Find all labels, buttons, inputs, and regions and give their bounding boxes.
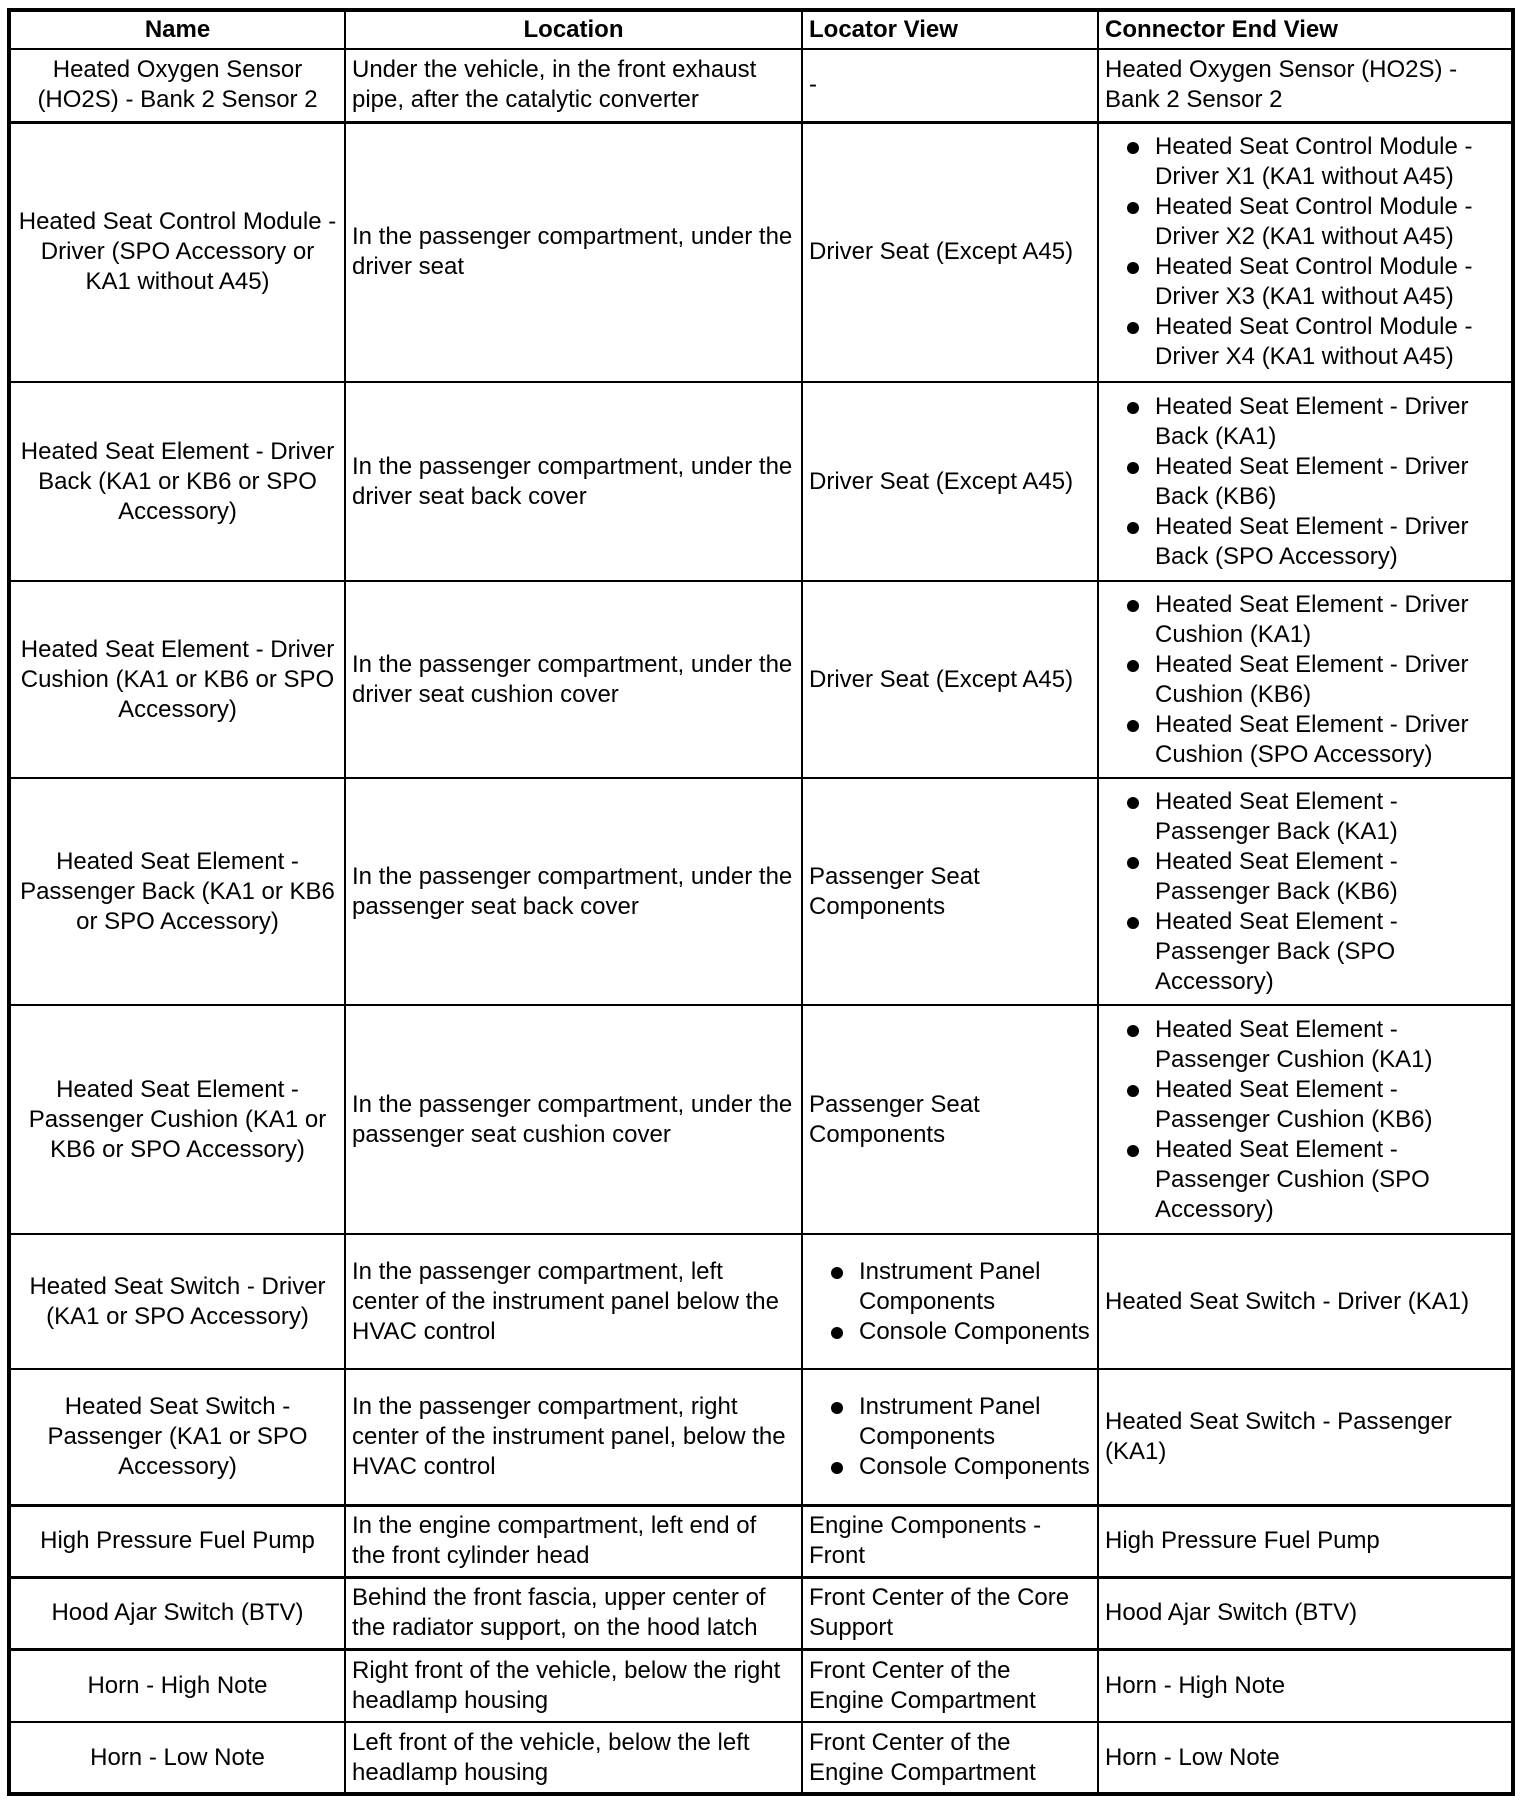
cell-locator-view-list (809, 1257, 1091, 1347)
connector-end-view-item (1105, 590, 1505, 650)
cell-locator-view: Driver Seat (Except A45) (802, 581, 1098, 778)
connector-end-view-item (1105, 1015, 1505, 1075)
bullet-icon (1127, 660, 1139, 672)
cell-locator-view (802, 1234, 1098, 1369)
cell-name: Heated Seat Element - Driver Back (KA1 or KB6 or SPO Accessory) (9, 382, 345, 581)
connector-end-view-item-text: Heated Seat Element - Passenger Cushion (KA1) (1155, 1015, 1433, 1073)
cell-connector-end-view: Heated Oxygen Sensor (HO2S) - Bank 2 Sensor 2 (1098, 49, 1513, 122)
cell-connector-end-view (1098, 1005, 1513, 1234)
table-row (9, 581, 1513, 778)
cell-locator-view: Driver Seat (Except A45) (802, 382, 1098, 581)
bullet-icon (1127, 1025, 1139, 1037)
cell-connector-end-view: Horn - Low Note (1098, 1722, 1513, 1794)
cell-location: Behind the front fascia, upper center of the radiator support, on the hood latch (345, 1577, 802, 1649)
bullet-icon (1127, 322, 1139, 334)
bullet-icon (1127, 142, 1139, 154)
connector-end-view-item-text: Heated Seat Element - Passenger Back (KB6) (1155, 847, 1398, 905)
connector-end-view-item (1105, 192, 1505, 252)
bullet-icon (1127, 402, 1139, 414)
cell-locator-view: Driver Seat (Except A45) (802, 122, 1098, 382)
connector-end-view-item-text: Heated Seat Element - Passenger Back (SPO Accessory) (1155, 907, 1398, 995)
bullet-icon (1127, 1145, 1139, 1157)
connector-end-view-item-text: Heated Seat Element - Driver Cushion (KB6) (1155, 650, 1469, 708)
cell-connector-end-view: Horn - High Note (1098, 1649, 1513, 1722)
cell-connector-end-view: Heated Seat Switch - Passenger (KA1) (1098, 1369, 1513, 1505)
cell-locator-view: Front Center of the Engine Compartment (802, 1649, 1098, 1722)
connector-end-view-item (1105, 650, 1505, 710)
table-row (9, 778, 1513, 1005)
connector-end-view-item (1105, 1135, 1505, 1225)
cell-location: In the passenger compartment, right center of the instrument panel, below the HVAC control (345, 1369, 802, 1505)
cell-name: Hood Ajar Switch (BTV) (9, 1577, 345, 1649)
locator-view-item (809, 1317, 1091, 1347)
cell-location: In the passenger compartment, under the driver seat cushion cover (345, 581, 802, 778)
cell-name: Heated Seat Element - Driver Cushion (KA1 or KB6 or SPO Accessory) (9, 581, 345, 778)
header-locator-view: Locator View (802, 10, 1098, 49)
connector-end-view-item-text: Heated Seat Element - Driver Back (KA1) (1155, 392, 1469, 450)
connector-end-view-item (1105, 1075, 1505, 1135)
table-row (9, 1005, 1513, 1234)
locator-view-item (809, 1452, 1091, 1482)
connector-end-view-item (1105, 452, 1505, 512)
header-name: Name (9, 10, 345, 49)
cell-locator-view: Passenger Seat Components (802, 1005, 1098, 1234)
table-row (9, 122, 1513, 382)
locator-view-item-text: Instrument Panel Components (859, 1392, 1041, 1450)
connector-end-view-item (1105, 847, 1505, 907)
connector-end-view-item-text: Heated Seat Control Module - Driver X3 (KA1 without A45) (1155, 253, 1473, 311)
cell-locator-view: Front Center of the Engine Compartment (802, 1722, 1098, 1794)
cell-name: Horn - Low Note (9, 1722, 345, 1794)
cell-connector-end-view: High Pressure Fuel Pump (1098, 1505, 1513, 1577)
cell-connector-end-view: Hood Ajar Switch (BTV) (1098, 1577, 1513, 1649)
cell-connector-end-view (1098, 382, 1513, 581)
bullet-icon (1127, 1085, 1139, 1097)
table-body (9, 49, 1513, 1794)
cell-name: Heated Seat Switch - Driver (KA1 or SPO Accessory) (9, 1234, 345, 1369)
table-row (9, 49, 1513, 122)
header-row (9, 10, 1513, 49)
cell-locator-view: - (802, 49, 1098, 122)
cell-location: Right front of the vehicle, below the right headlamp housing (345, 1649, 802, 1722)
locator-view-item-text: Console Components (859, 1452, 1090, 1480)
cell-location: In the passenger compartment, under the passenger seat cushion cover (345, 1005, 802, 1234)
connector-end-view-item (1105, 132, 1505, 192)
cell-connector-end-view (1098, 778, 1513, 1005)
table-row (9, 1722, 1513, 1794)
bullet-icon (1127, 462, 1139, 474)
header-connector-end-view: Connector End View (1098, 10, 1513, 49)
cell-name: High Pressure Fuel Pump (9, 1505, 345, 1577)
connector-end-view-item-text: Heated Seat Element - Passenger Back (KA1) (1155, 787, 1398, 845)
connector-end-view-item-text: Heated Seat Control Module - Driver X1 (KA1 without A45) (1155, 133, 1473, 191)
table-row (9, 1649, 1513, 1722)
table-row (9, 1369, 1513, 1505)
cell-connector-end-view-list (1105, 1015, 1505, 1225)
locator-view-item (809, 1257, 1091, 1317)
cell-name: Heated Seat Switch - Passenger (KA1 or SPO Accessory) (9, 1369, 345, 1505)
cell-name: Heated Seat Element - Passenger Cushion (KA1 or KB6 or SPO Accessory) (9, 1005, 345, 1234)
connector-end-view-item-text: Heated Seat Element - Driver Cushion (SPO Accessory) (1155, 710, 1469, 768)
table-row (9, 1577, 1513, 1649)
connector-end-view-item (1105, 787, 1505, 847)
cell-location: In the passenger compartment, under the driver seat (345, 122, 802, 382)
cell-locator-view: Passenger Seat Components (802, 778, 1098, 1005)
bullet-icon (1127, 797, 1139, 809)
bullet-icon (1127, 522, 1139, 534)
connector-end-view-item-text: Heated Seat Element - Driver Cushion (KA1) (1155, 590, 1469, 648)
cell-connector-end-view: Heated Seat Switch - Driver (KA1) (1098, 1234, 1513, 1369)
bullet-icon (1127, 917, 1139, 929)
component-locator-table (7, 8, 1515, 1796)
connector-end-view-item (1105, 512, 1505, 572)
table-row (9, 1505, 1513, 1577)
cell-name: Heated Oxygen Sensor (HO2S) - Bank 2 Sensor 2 (9, 49, 345, 122)
connector-end-view-item (1105, 252, 1505, 312)
connector-end-view-item-text: Heated Seat Control Module - Driver X2 (KA1 without A45) (1155, 193, 1473, 251)
header-location: Location (345, 10, 802, 49)
table-row (9, 1234, 1513, 1369)
cell-location: In the passenger compartment, left center of the instrument panel below the HVAC control (345, 1234, 802, 1369)
cell-name: Heated Seat Control Module - Driver (SPO Accessory or KA1 without A45) (9, 122, 345, 382)
bullet-icon (1127, 720, 1139, 732)
locator-view-item-text: Instrument Panel Components (859, 1257, 1041, 1315)
bullet-icon (1127, 600, 1139, 612)
connector-end-view-item-text: Heated Seat Element - Passenger Cushion (SPO Accessory) (1155, 1135, 1430, 1223)
cell-connector-end-view-list (1105, 132, 1505, 372)
cell-locator-view-list (809, 1392, 1091, 1482)
bullet-icon (1127, 262, 1139, 274)
table-row (9, 382, 1513, 581)
cell-location: In the passenger compartment, under the passenger seat back cover (345, 778, 802, 1005)
cell-location: Under the vehicle, in the front exhaust pipe, after the catalytic converter (345, 49, 802, 122)
cell-locator-view (802, 1369, 1098, 1505)
bullet-icon (1127, 857, 1139, 869)
cell-location: In the passenger compartment, under the driver seat back cover (345, 382, 802, 581)
connector-end-view-item (1105, 392, 1505, 452)
cell-locator-view: Engine Components - Front (802, 1505, 1098, 1577)
connector-end-view-item-text: Heated Seat Element - Driver Back (KB6) (1155, 452, 1469, 510)
connector-end-view-item-text: Heated Seat Control Module - Driver X4 (KA1 without A45) (1155, 313, 1473, 371)
cell-connector-end-view (1098, 122, 1513, 382)
connector-end-view-item-text: Heated Seat Element - Passenger Cushion (KB6) (1155, 1075, 1433, 1133)
locator-view-item-text: Console Components (859, 1317, 1090, 1345)
cell-name: Heated Seat Element - Passenger Back (KA1 or KB6 or SPO Accessory) (9, 778, 345, 1005)
locator-view-item (809, 1392, 1091, 1452)
cell-connector-end-view-list (1105, 590, 1505, 770)
bullet-icon (831, 1402, 843, 1414)
connector-end-view-item (1105, 312, 1505, 372)
bullet-icon (831, 1267, 843, 1279)
cell-name: Horn - High Note (9, 1649, 345, 1722)
cell-locator-view: Front Center of the Core Support (802, 1577, 1098, 1649)
cell-connector-end-view (1098, 581, 1513, 778)
connector-end-view-item (1105, 710, 1505, 770)
bullet-icon (1127, 202, 1139, 214)
bullet-icon (831, 1462, 843, 1474)
cell-location: Left front of the vehicle, below the left headlamp housing (345, 1722, 802, 1794)
bullet-icon (831, 1327, 843, 1339)
connector-end-view-item (1105, 907, 1505, 997)
cell-connector-end-view-list (1105, 787, 1505, 997)
cell-location: In the engine compartment, left end of the front cylinder head (345, 1505, 802, 1577)
connector-end-view-item-text: Heated Seat Element - Driver Back (SPO Accessory) (1155, 512, 1469, 570)
cell-connector-end-view-list (1105, 392, 1505, 572)
